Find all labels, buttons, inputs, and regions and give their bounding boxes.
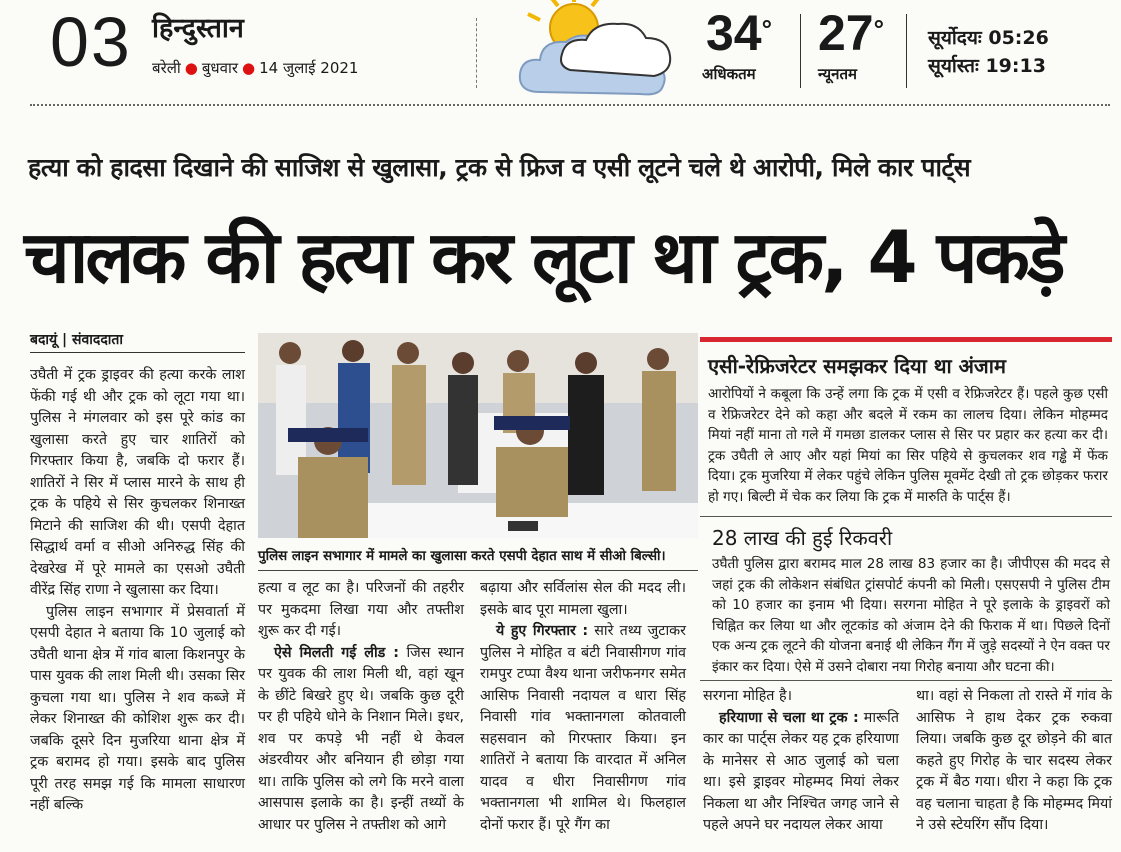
day: बुधवार — [201, 59, 239, 77]
byline: बदायूं | संवाददाता — [30, 332, 124, 348]
box-rule — [700, 516, 1112, 517]
article-column-3 — [480, 578, 686, 836]
bullet-icon: ● — [242, 59, 256, 77]
divider — [800, 14, 801, 88]
paragraph: ऐसे मिलती गई लीड : जिस स्थान पर युवक की लाश मिली थी, वहां खून के छींटे बिखरे हुए थे। जबकि कुछ दूरी पर ही पहिये धोने के निशान मिले। इधर, शव पर कपड़े भी नहीं थे केवल अंडरवीयर और बनियान ही छोड़ा गया था। ताकि पुलिस को लगे कि मरने वाला आसपास इलाके का है। इन्हीं तथ्यों के आधार पर पुलिस ने तफ्तीश को आगे — [258, 644, 464, 833]
article-column-1 — [30, 365, 245, 817]
box-rule — [700, 680, 1112, 681]
page-number: 03 — [50, 3, 132, 81]
box-heading-recovery: 28 लाख की हुई रिकवरी — [712, 526, 893, 550]
city: बरेली — [152, 59, 181, 77]
masthead — [0, 0, 1121, 110]
paragraph: सरगना मोहित है। — [703, 688, 792, 704]
byline-rule — [30, 352, 245, 353]
paper-name: हिन्दुस्तान — [152, 13, 244, 44]
date: 14 जुलाई 2021 — [259, 59, 359, 77]
subheading: ये हुए गिरफ्तार : — [496, 623, 589, 639]
temp-min-label: न्यूनतम — [818, 65, 857, 83]
sunrise: सूर्योदयः 05:26 — [928, 27, 1049, 49]
sunset: सूर्यास्तः 19:13 — [928, 55, 1046, 77]
caption-rule — [258, 570, 698, 571]
strap-headline: हत्या को हादसा दिखाने की साजिश से खुलासा, ट्रक से फ्रिज व एसी लूटने चले थे आरोपी, मिले कार पार्ट्स — [28, 153, 971, 182]
divider — [476, 18, 477, 88]
temp-min: 27° — [818, 5, 885, 61]
photo-caption: पुलिस लाइन सभागार में मामले का खुलासा करते एसपी देहात साथ में सीओ बिल्सी। — [258, 549, 666, 564]
dateline — [152, 58, 358, 78]
masthead-rule — [30, 104, 1110, 106]
paragraph: था। वहां से निकला तो रास्ते में गांव के आसिफ ने हाथ देकर ट्रक रुकवा लिया। जबकि कुछ दूर छोड़ने की बात कहते हुए गिरोह के चार सदस्य लेकर ट्रक में बैठ गया। धीरा ने कहा कि ट्रक वह चलाना चाहता है कि मोहम्मद मियां ने उसे स्टेयरिंग सौंप दिया। — [916, 688, 1112, 833]
article-column-4 — [703, 686, 899, 837]
box-heading-ac-fridge: एसी-रेफ्रिजरेटर समझकर दिया था अंजाम — [708, 354, 1006, 378]
partly-cloudy-icon — [510, 0, 680, 108]
paragraph: पुलिस लाइन सभागार में प्रेसवार्ता में एसपी देहात ने बताया कि 10 जुलाई को उघैती थाना क्षेत्र में गांव बाला किशनपुर के पास युवक की लाश मिली थी। उसका सिर कुचला गया था। पुलिस ने शव कब्जे में लेकर शिनाख्त की कोशिश शुरू कर दी। जबकि दूसरे दिन मुजरिया थाना क्षेत्र में ट्रक बरामद हो गया। इसके बाद पुलिस पूरी तरह समझ गई कि मामला साधारण नहीं बल्कि — [30, 603, 245, 813]
degree-sign: ° — [873, 14, 885, 44]
box-text-recovery: उघैती पुलिस द्वारा बरामद माल 28 लाख 83 हजार का है। जीपीएस की मदद से जहां ट्रक की लोकेशन संबंधित ट्रांसपोर्ट कंपनी को मिली। एसएसपी ने पुलिस टीम को 10 हजार का इनाम भी दिया। सरगना मोहित ने पूरे इलाके के ड्राइवरों को चिह्नित कर लिया था और लूटकांड को अंजाम देने की फिराक में था। पिछले दिनों एक अन्य ट्रक लूटने की योजना बनाई थी लेकिन गैंग में जुड़े सदस्यों ने ऐन वक्त पर इंकार कर दिया। ऐसे में उसने दोबारा नया गिरोह बनाया और घटना की। — [712, 556, 1110, 675]
paragraph: ये हुए गिरफ्तार : सारे तथ्य जुटाकर पुलिस ने मोहित व बंटी निवासीगण गांव रामपुर टप्पा वैश्य थाना जरीफनगर समेत आसिफ निवासी नदायल व धारा सिंह निवासी गांव भक्तानगला कोतवाली सहसवान को गिरफ्तार किया। इन शातिरों ने बताया कि वारदात में अनिल यादव व धीरा निवासीगण गांव भक्तानगला भी शामिल थे। फिलहाल दोनों फरार हैं। पूरे गैंग का — [480, 623, 686, 833]
main-headline: चालक की हत्या कर लूटा था ट्रक, 4 पकड़े — [24, 215, 1063, 299]
subheading: हरियाणा से चला था ट्रक : — [719, 709, 859, 726]
article-column-2 — [258, 578, 464, 836]
article-column-5 — [916, 686, 1112, 837]
temp-max-label: अधिकतम — [702, 65, 756, 83]
accent-bar — [700, 337, 1112, 342]
subheading: ऐसे मिलती गई लीड : — [274, 644, 399, 661]
press-conference-photo — [258, 333, 698, 538]
degree-sign: ° — [761, 14, 773, 44]
paragraph: हरियाणा से चला था ट्रक : मारूति कार का पार्ट्स लेकर यह ट्रक हरियाणा के मानेसर से आठ जुलाई को चला था। इसे ड्राइवर मोहम्मद मियां लेकर निकला था और निश्चित जगह जाने से पहले अपने घर नदायल लेकर आया — [703, 709, 899, 833]
paragraph: बढ़ाया और सर्विलांस सेल की मदद ली। इसके बाद पूरा मामला खुला। — [480, 580, 686, 618]
temp-max: 34° — [706, 5, 773, 61]
news-photo — [258, 333, 698, 538]
paragraph: उघैती में ट्रक ड्राइवर की हत्या करके लाश फेंकी गई थी और ट्रक को लूटा गया था। पुलिस ने मंगलवार को इस पूरे कांड का खुलासा करते हुए चार शातिरों को गिरफ्तार किया है, जबकि दो फरार हैं। शातिरों ने सिर में प्लास मारने के साथ ही ट्रक के पहिये से सिर कुचलकर शिनाख्त मिटाने की साजिश की थी। एसपी देहात सिद्धार्थ वर्मा व सीओ अनिरुद्ध सिंह की देखरेख में पूरे मामले का एसओ उघैती वीरेंद्र सिंह राणा ने खुलासा कर दिया। — [30, 367, 245, 598]
box-text-ac-fridge: आरोपियों ने कबूला कि उन्हें लगा कि ट्रक में एसी व रेफ्रिजरेटर हैं। पहले कुछ एसी व रेफ्रिजरेटर देने को कहा और बदले में रकम का लालच दिया। लेकिन मोहम्मद मियां नहीं माना तो गले में गमछा डालकर प्लास से सिर पर प्रहार कर हत्या कर दी। ट्रक उघैती ले आए और यहां मियां का सिर पहिये से कुचलकर शव गड्ढे में फेंक दिया। ट्रक मुजरिया में लेकर पहुंचे लेकिन पुलिस मूवमेंट देखी तो ट्रक छोड़कर फरार हो गए। बिल्टी में चेक कर लिया कि ट्रक में मारुति के पार्ट्स हैं। — [708, 386, 1108, 505]
paragraph: हत्या व लूट का है। परिजनों की तहरीर पर मुकदमा लिखा गया और तफ्तीश शुरू कर दी गई। — [258, 580, 464, 639]
divider — [906, 14, 907, 88]
bullet-icon: ● — [184, 59, 198, 77]
